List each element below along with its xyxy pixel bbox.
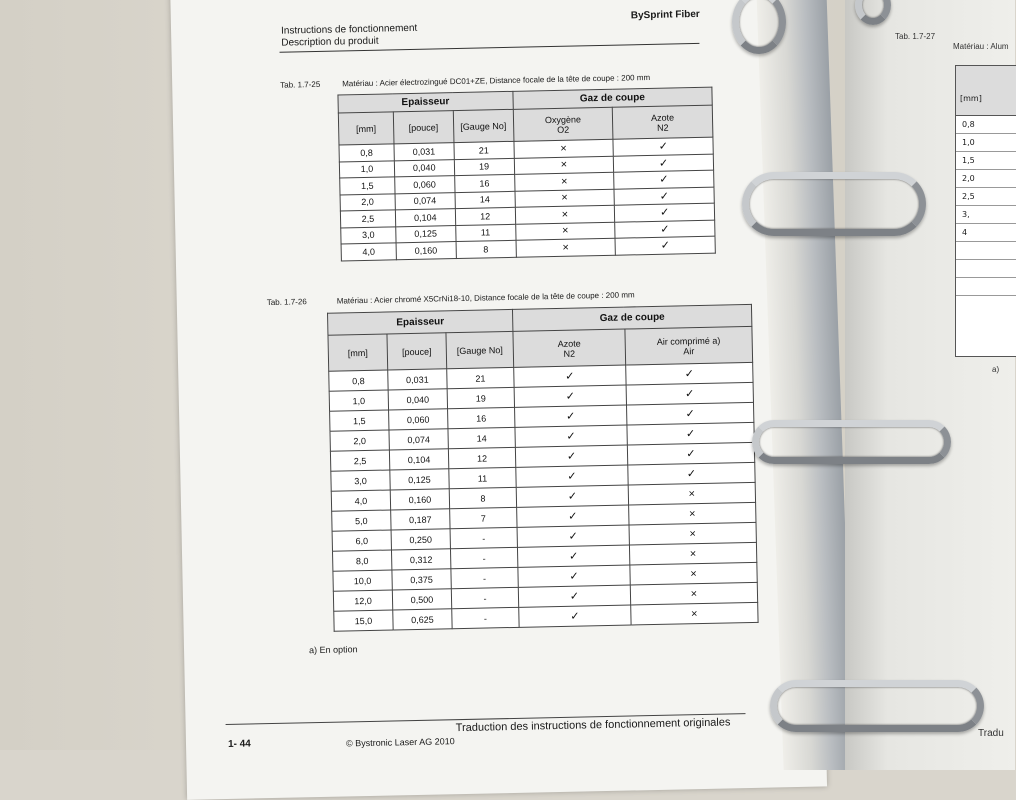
cell-gas-2: ✓ <box>615 203 715 222</box>
cell-pouce: 0,160 <box>390 489 449 510</box>
facing-cell: 2,5 <box>956 188 1016 206</box>
cell-gas-1: ✓ <box>517 505 629 527</box>
cell-gauge: 19 <box>447 387 514 408</box>
document-header <box>281 23 418 50</box>
cell-mm: 1,0 <box>329 390 388 411</box>
cell-gauge: 11 <box>455 224 515 242</box>
cell-gauge: 19 <box>454 158 514 176</box>
binder-ring-3 <box>752 420 951 464</box>
th-nitrogen: Azote N2 <box>613 105 713 139</box>
cell-gas-1: ✓ <box>515 405 627 427</box>
th-mm: [mm] <box>338 112 394 145</box>
cell-gauge: - <box>451 567 518 588</box>
cell-gas-1: ✓ <box>515 445 627 467</box>
cell-mm: 1,5 <box>340 177 395 195</box>
facing-footer: Tradu <box>978 728 1004 739</box>
cell-pouce: 0,500 <box>392 589 451 610</box>
cell-gauge: 14 <box>455 191 515 209</box>
manual-page <box>170 0 827 800</box>
cell-gas-1: ✓ <box>518 565 630 587</box>
cell-gas-2: ✓ <box>626 382 754 405</box>
facing-th-mm: [mm] <box>956 66 1016 116</box>
cell-gas-1: × <box>514 139 614 158</box>
facing-cell: 3, <box>956 206 1016 224</box>
cell-pouce: 0,312 <box>391 549 450 570</box>
facing-cell: 1,5 <box>956 152 1016 170</box>
cell-mm: 12,0 <box>333 590 392 611</box>
cell-gas-2: ✓ <box>628 462 756 485</box>
table-25-label: Tab. 1.7-25 <box>280 79 321 90</box>
cell-gas-1: × <box>514 172 614 191</box>
cell-mm: 1,0 <box>339 160 394 178</box>
th-thickness: Epaisseur <box>328 309 513 335</box>
cell-gas-2: ✓ <box>627 422 755 445</box>
cell-gauge: 7 <box>450 507 517 528</box>
cell-gauge: - <box>450 527 517 548</box>
cell-gauge: 21 <box>454 141 514 159</box>
cell-pouce: 0,031 <box>394 143 454 161</box>
cell-gas-2: ✓ <box>614 187 714 206</box>
table-25-caption: Matériau : Acier électrozingué DC01+ZE, Distance focale de la tête de coupe : 200 mm <box>342 72 651 89</box>
facing-cell <box>956 278 1016 296</box>
cell-gas-2: × <box>630 562 758 585</box>
cell-gas-1: ✓ <box>516 465 628 487</box>
cell-gas-1: ✓ <box>515 425 627 447</box>
cell-gauge: 16 <box>447 407 514 428</box>
cell-mm: 15,0 <box>334 610 393 631</box>
th-cutting-gas: Gaz de coupe <box>512 87 712 109</box>
cell-gauge: 8 <box>449 487 516 508</box>
cell-pouce: 0,040 <box>388 389 447 410</box>
cell-gauge: 14 <box>448 427 515 448</box>
cell-mm: 3,0 <box>341 226 396 244</box>
table-26-caption: Matériau : Acier chromé X5CrNi18-10, Distance focale de la tête de coupe : 200 mm <box>336 290 635 306</box>
th-compressed-air: Air comprimé a) Air <box>625 326 753 365</box>
binder-ring-2 <box>742 172 926 236</box>
cell-mm: 4,0 <box>331 490 390 511</box>
facing-caption: Matériau : Alum <box>953 42 1009 51</box>
th-gauge: [Gauge No] <box>446 331 514 368</box>
th-gauge: [Gauge No] <box>453 109 514 142</box>
cell-mm: 2,5 <box>340 210 395 228</box>
th-pouce: [pouce] <box>387 333 447 370</box>
cell-gauge: - <box>451 587 518 608</box>
cell-gas-1: ✓ <box>517 545 629 567</box>
cell-mm: 2,5 <box>330 450 389 471</box>
cell-pouce: 0,104 <box>395 209 455 227</box>
facing-footnote: a) <box>992 365 1000 374</box>
cell-mm: 3,0 <box>331 470 390 491</box>
cell-gas-1: ✓ <box>517 525 629 547</box>
cell-mm: 1,5 <box>330 410 389 431</box>
cell-gas-1: ✓ <box>514 385 626 407</box>
cell-mm: 0,8 <box>339 144 394 162</box>
cell-gauge: - <box>450 547 517 568</box>
cell-pouce: 0,375 <box>392 569 451 590</box>
cell-gas-1: × <box>514 156 614 175</box>
th-oxygen: Oxygène O2 <box>513 107 613 141</box>
binder-ring-4 <box>770 680 984 732</box>
cell-gas-2: × <box>628 502 756 525</box>
page-number: 1- 44 <box>227 738 251 750</box>
cell-gas-1: × <box>515 189 615 208</box>
cell-pouce: 0,125 <box>390 469 449 490</box>
facing-cell: 2,0 <box>956 170 1016 188</box>
cell-gas-2: × <box>628 482 756 505</box>
cell-mm: 4,0 <box>341 243 396 261</box>
th-mm: [mm] <box>328 334 388 371</box>
cell-pouce: 0,040 <box>394 159 454 177</box>
product-name: BySprint Fiber <box>630 8 700 22</box>
cell-gas-2: × <box>629 542 757 565</box>
table-25 <box>337 87 715 261</box>
cell-gas-2: × <box>631 602 759 625</box>
doc-title: Instructions de fonctionnement <box>280 22 418 37</box>
th-thickness: Epaisseur <box>338 91 513 113</box>
cell-pouce: 0,160 <box>396 242 456 260</box>
cell-gauge: 12 <box>448 447 515 468</box>
cell-gas-2: × <box>629 522 757 545</box>
cell-gas-2: ✓ <box>627 442 755 465</box>
th-pouce: [pouce] <box>393 111 454 144</box>
cell-gas-2: ✓ <box>615 236 715 255</box>
facing-cell: 0,8 <box>956 116 1016 134</box>
cell-pouce: 0,060 <box>395 176 455 194</box>
facing-cell: 4 <box>956 224 1016 242</box>
cell-mm: 2,0 <box>340 193 395 211</box>
th-nitrogen: Azote N2 <box>513 329 626 367</box>
cell-pouce: 0,250 <box>391 529 450 550</box>
cell-mm: 8,0 <box>332 550 391 571</box>
cell-mm: 0,8 <box>329 370 388 391</box>
cell-gauge: 16 <box>454 174 514 192</box>
cell-mm: 2,0 <box>330 430 389 451</box>
cell-pouce: 0,031 <box>388 369 447 390</box>
footnote: a) En option <box>308 644 358 656</box>
table-26-label: Tab. 1.7-26 <box>266 297 307 308</box>
cell-pouce: 0,625 <box>393 609 452 630</box>
cell-gas-1: ✓ <box>516 485 628 507</box>
th-cutting-gas: Gaz de coupe <box>513 304 752 331</box>
cell-gas-1: × <box>515 205 615 224</box>
cell-pouce: 0,104 <box>389 449 448 470</box>
doc-section: Description du produit <box>281 35 379 49</box>
cell-gas-2: ✓ <box>613 137 713 156</box>
cell-mm: 6,0 <box>332 530 391 551</box>
cell-pouce: 0,060 <box>389 409 448 430</box>
cell-mm: 10,0 <box>333 570 392 591</box>
cell-gas-2: × <box>630 582 758 605</box>
cell-pouce: 0,074 <box>389 429 448 450</box>
facing-tab-label: Tab. 1.7-27 <box>895 32 936 41</box>
cell-gauge: 11 <box>449 467 516 488</box>
copyright: © Bystronic Laser AG 2010 <box>345 736 455 749</box>
facing-cell <box>956 242 1016 260</box>
cell-pouce: 0,187 <box>391 509 450 530</box>
cell-pouce: 0,125 <box>396 225 456 243</box>
cell-gas-1: × <box>515 222 615 241</box>
cell-gas-2: ✓ <box>626 402 754 425</box>
cell-gauge: 21 <box>447 367 514 388</box>
cell-pouce: 0,074 <box>395 192 455 210</box>
table-26 <box>327 304 759 632</box>
cell-gauge: 12 <box>455 207 515 225</box>
facing-cell <box>956 260 1016 278</box>
cell-gas-1: × <box>516 238 616 257</box>
cell-gas-1: ✓ <box>514 365 626 387</box>
facing-cell: 1,0 <box>956 134 1016 152</box>
cell-gas-1: ✓ <box>519 605 631 627</box>
cell-gas-2: ✓ <box>626 362 754 385</box>
cell-gas-2: ✓ <box>615 220 715 239</box>
cell-gauge: 8 <box>456 240 516 258</box>
cell-mm: 5,0 <box>332 510 391 531</box>
cell-gas-2: ✓ <box>614 170 714 189</box>
cell-gas-1: ✓ <box>518 585 630 607</box>
cell-gas-2: ✓ <box>614 154 714 173</box>
footer-title: Traduction des instructions de fonctionnement originales <box>455 716 731 735</box>
facing-table <box>955 65 1016 357</box>
cell-gauge: - <box>452 607 519 628</box>
